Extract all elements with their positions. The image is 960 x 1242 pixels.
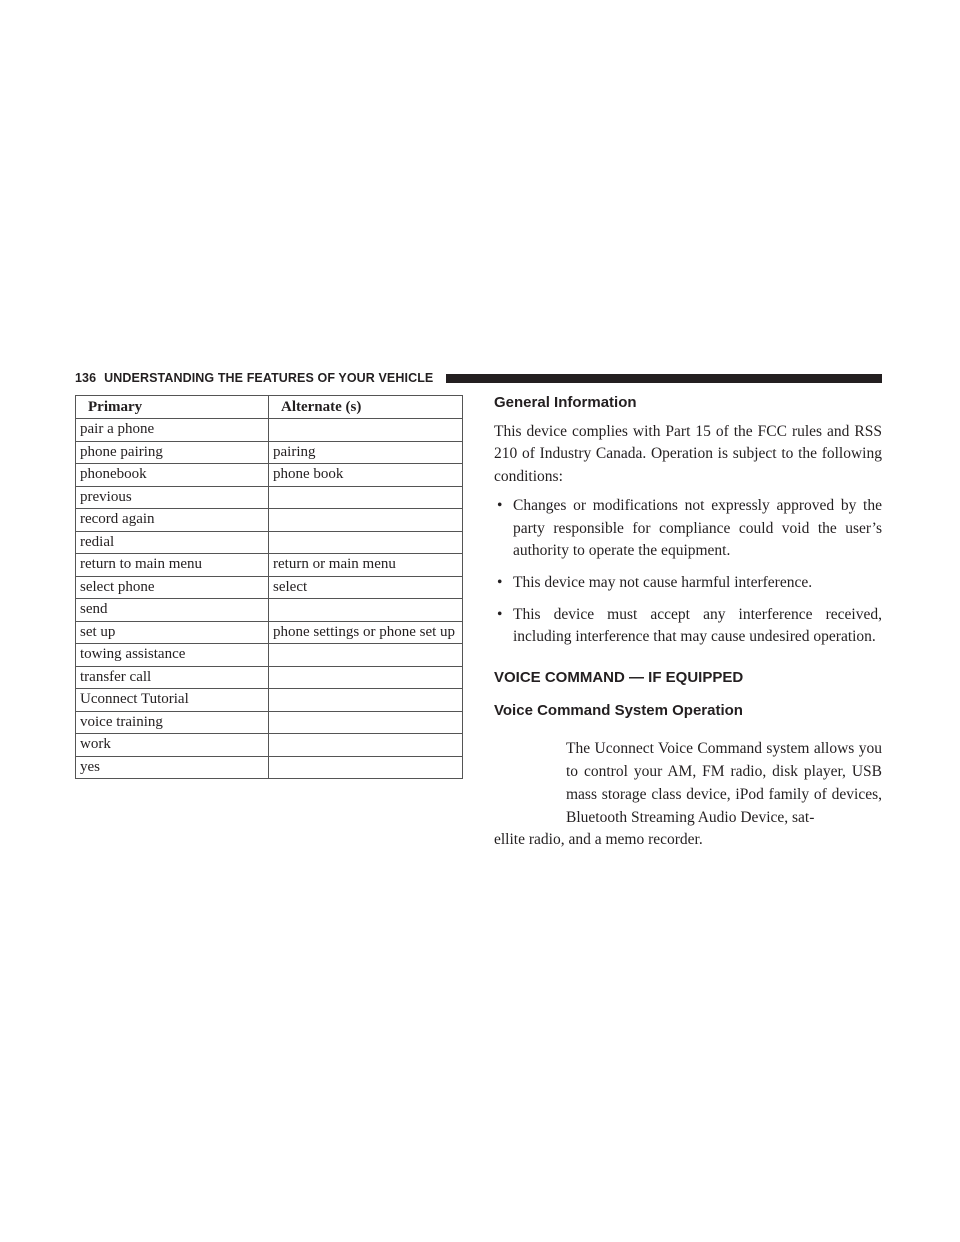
voice-paragraph: The Uconnect Voice Command system allows you to control your AM, FM radio, disk player, USB mass storage class device, iPod family of devices, Bluetooth Streaming Audio Device, sat-: [566, 740, 882, 826]
voice-operation-subheading: Voice Command System Operation: [494, 701, 743, 719]
table-header-row: [76, 396, 463, 419]
voice-paragraph-continued: ellite radio, and a memo recorder.: [494, 831, 703, 849]
alternate-cell: [269, 509, 463, 532]
list-item: • This device may not cause harmful interference.: [497, 573, 813, 591]
alternate-cell: [269, 756, 463, 779]
general-intro: This device complies with Part 15 of the FCC rules and RSS 210 of Industry Canada. Operation is subject to the following conditions:: [494, 422, 882, 486]
table-row: [76, 486, 463, 509]
table-row: [76, 464, 463, 487]
list-item: • This device must accept any interference received, including interference that may cause undesired operation.: [497, 605, 882, 646]
table-row: [76, 711, 463, 734]
primary-cell: return to main menu: [76, 554, 269, 577]
alternate-cell: select: [269, 576, 463, 599]
alternate-cell: phone book: [269, 464, 463, 487]
table-row: [76, 666, 463, 689]
table-row: [76, 599, 463, 622]
table-row: [76, 441, 463, 464]
table-row: [76, 756, 463, 779]
table-row: [76, 509, 463, 532]
right-column: [494, 392, 882, 852]
alternate-cell: [269, 644, 463, 667]
table-row: [76, 621, 463, 644]
alternate-cell: pairing: [269, 441, 463, 464]
table-row: [76, 554, 463, 577]
header-bar: [446, 374, 882, 383]
primary-cell: set up: [76, 621, 269, 644]
primary-cell: voice training: [76, 711, 269, 734]
alternate-cell: [269, 689, 463, 712]
primary-cell: phonebook: [76, 464, 269, 487]
page-number: 136: [75, 371, 97, 385]
bullet-text: Changes or modifications not expressly approved by the party responsible for compliance could void the user’s authority to operate the equipment.: [513, 496, 882, 560]
primary-cell: transfer call: [76, 666, 269, 689]
primary-cell: phone pairing: [76, 441, 269, 464]
table-row: [76, 734, 463, 757]
general-info-heading: General Information: [494, 394, 637, 411]
table-row: [76, 531, 463, 554]
bullet-text: This device must accept any interference received, including interference that may cause undesired operation.: [513, 605, 882, 646]
table-row: [76, 419, 463, 442]
table-row: [76, 689, 463, 712]
conditions-list: [494, 495, 882, 649]
primary-cell: towing assistance: [76, 644, 269, 667]
primary-cell: work: [76, 734, 269, 757]
alternate-cell: [269, 734, 463, 757]
primary-cell: Uconnect Tutorial: [76, 689, 269, 712]
primary-cell: pair a phone: [76, 419, 269, 442]
list-item: • Changes or modifications not expressly approved by the party responsible for compliance could void the user’s authority to operate the equipment.: [497, 496, 882, 560]
header-alternate: Alternate (s): [269, 396, 463, 419]
primary-cell: record again: [76, 509, 269, 532]
primary-cell: previous: [76, 486, 269, 509]
running-header: [75, 371, 433, 385]
primary-cell: yes: [76, 756, 269, 779]
alternate-cell: [269, 599, 463, 622]
primary-cell: redial: [76, 531, 269, 554]
alternate-cell: [269, 419, 463, 442]
voice-commands-table: [75, 395, 463, 779]
bullet-text: This device may not cause harmful interference.: [513, 573, 813, 591]
alternate-cell: return or main menu: [269, 554, 463, 577]
alternate-cell: [269, 486, 463, 509]
header-primary: Primary: [76, 396, 269, 419]
table-row: [76, 644, 463, 667]
primary-cell: select phone: [76, 576, 269, 599]
voice-command-heading: VOICE COMMAND — IF EQUIPPED: [494, 669, 744, 687]
alternate-cell: [269, 666, 463, 689]
alternate-cell: [269, 531, 463, 554]
alternate-cell: phone settings or phone set up: [269, 621, 463, 644]
primary-cell: send: [76, 599, 269, 622]
table-row: [76, 576, 463, 599]
alternate-cell: [269, 711, 463, 734]
header-title: UNDERSTANDING THE FEATURES OF YOUR VEHICLE: [104, 371, 434, 385]
